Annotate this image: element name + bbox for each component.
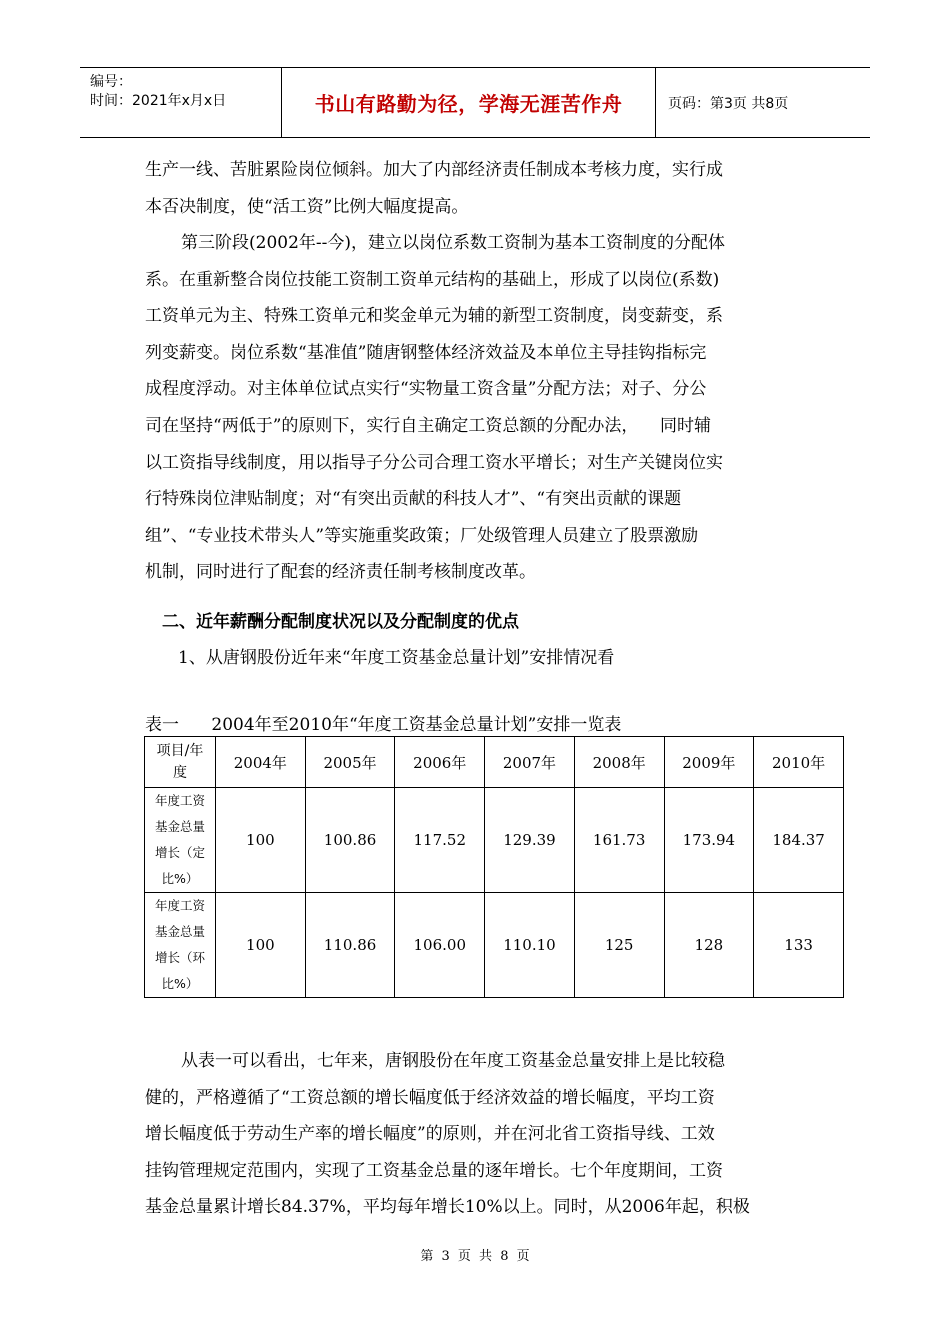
table-row — [145, 788, 844, 893]
year-header: 2008年 — [574, 737, 664, 788]
text-line: 成程度浮动。对主体单位试点实行“实物量工资含量”分配方法；对子、分公 — [145, 379, 707, 400]
row-label-line: 基金总量 — [154, 819, 205, 834]
table-cell: 125 — [574, 893, 664, 998]
row-label-line: 比%） — [161, 976, 199, 991]
table-row — [145, 893, 844, 998]
row-label-line: 基金总量 — [154, 924, 205, 939]
table-cell: 161.73 — [574, 788, 664, 893]
year-header: 2010年 — [754, 737, 844, 788]
corner-label: 项目/年 — [156, 743, 204, 759]
text-line: 基金总量累计增长84.37%，平均每年增长10%以上。同时，从2006年起，积极 — [145, 1197, 750, 1218]
table-cell: 173.94 — [664, 788, 754, 893]
table-corner-cell — [145, 737, 216, 788]
table-cell: 100 — [216, 893, 306, 998]
subsection-heading: 1、从唐钢股份近年来“年度工资基金总量计划”安排情况看 — [178, 648, 615, 668]
row-label-line: 年度工资 — [154, 898, 205, 913]
table-cell: 128 — [664, 893, 754, 998]
text-line: 机制，同时进行了配套的经济责任制考核制度改革。 — [145, 562, 536, 583]
year-header: 2007年 — [485, 737, 575, 788]
wage-fund-table — [144, 736, 844, 998]
row-label — [145, 788, 216, 893]
table-caption: 表一 2004年至2010年“年度工资基金总量计划”安排一览表 — [145, 715, 622, 735]
text-line: 本否决制度，使“活工资”比例大幅度提高。 — [145, 196, 469, 217]
header-meta — [80, 68, 282, 137]
page-header — [80, 67, 870, 138]
text-line: 挂钩管理规定范围内，实现了工资基金总量的逐年增长。七个年度期间，工资 — [145, 1160, 723, 1181]
text-line: 司在坚持“两低于”的原则下，实行自主确定工资总额的分配办法， 同时辅 — [145, 415, 711, 436]
text-line: 生产一线、苦脏累险岗位倾斜。加大了内部经济责任制成本考核力度，实行成 — [145, 160, 723, 180]
serial-number-label: 编号： — [90, 74, 132, 90]
paragraph-1 — [145, 152, 807, 225]
year-header: 2004年 — [216, 737, 306, 788]
year-header: 2006年 — [395, 737, 485, 788]
row-label-line: 比%） — [161, 871, 199, 886]
header-page-info: 页码：第3页 共8页 — [668, 95, 789, 112]
row-label-line: 年度工资 — [154, 793, 205, 808]
table-cell: 133 — [754, 893, 844, 998]
text-line: 增长幅度低于劳动生产率的增长幅度”的原则，并在河北省工资指导线、工效 — [145, 1124, 715, 1145]
text-line: 健的，严格遵循了“工资总额的增长幅度低于经济效益的增长幅度，平均工资 — [145, 1087, 715, 1108]
table-cell: 117.52 — [395, 788, 485, 893]
paragraph-3 — [145, 1043, 807, 1226]
table-cell: 106.00 — [395, 893, 485, 998]
text-line: 第三阶段(2002年--今)，建立以岗位系数工资制为基本工资制度的分配体 — [181, 233, 726, 253]
row-label-line: 增长（环 — [154, 950, 205, 965]
text-line: 从表一可以看出，七年来，唐钢股份在年度工资基金总量安排上是比较稳 — [181, 1051, 725, 1071]
table-cell: 110.86 — [305, 893, 395, 998]
date-label: 时间：2021年x月x日 — [90, 93, 227, 109]
table-cell: 184.37 — [754, 788, 844, 893]
row-label-line: 增长（定 — [154, 845, 205, 860]
table-header-row — [145, 737, 844, 788]
corner-label: 度 — [173, 765, 187, 781]
text-line: 工资单元为主、特殊工资单元和奖金单元为辅的新型工资制度，岗变薪变，系 — [145, 306, 723, 327]
header-motto: 书山有路勤为径，学海无涯苦作舟 — [282, 68, 656, 137]
table-cell: 100.86 — [305, 788, 395, 893]
text-line: 以工资指导线制度，用以指导子分公司合理工资水平增长；对生产关键岗位实 — [145, 452, 723, 473]
text-line: 行特殊岗位津贴制度；对“有突出贡献的科技人才”、“有突出贡献的课题 — [145, 489, 682, 510]
page-footer: 第 3 页 共 8 页 — [420, 1249, 530, 1264]
table-cell: 100 — [216, 788, 306, 893]
table-cell: 129.39 — [485, 788, 575, 893]
text-line: 列变薪变。岗位系数“基准值”随唐钢整体经济效益及本单位主导挂钩指标完 — [145, 342, 707, 363]
text-line: 系。在重新整合岗位技能工资制工资单元结构的基础上，形成了以岗位(系数) — [145, 269, 720, 290]
paragraph-2 — [145, 225, 807, 591]
table-cell: 110.10 — [485, 893, 575, 998]
text-line: 组”、“专业技术带头人”等实施重奖政策；厂处级管理人员建立了股票激励 — [145, 525, 699, 546]
year-header: 2005年 — [305, 737, 395, 788]
section-heading: 二、近年薪酬分配制度状况以及分配制度的优点 — [162, 612, 519, 632]
row-label — [145, 893, 216, 998]
year-header: 2009年 — [664, 737, 754, 788]
